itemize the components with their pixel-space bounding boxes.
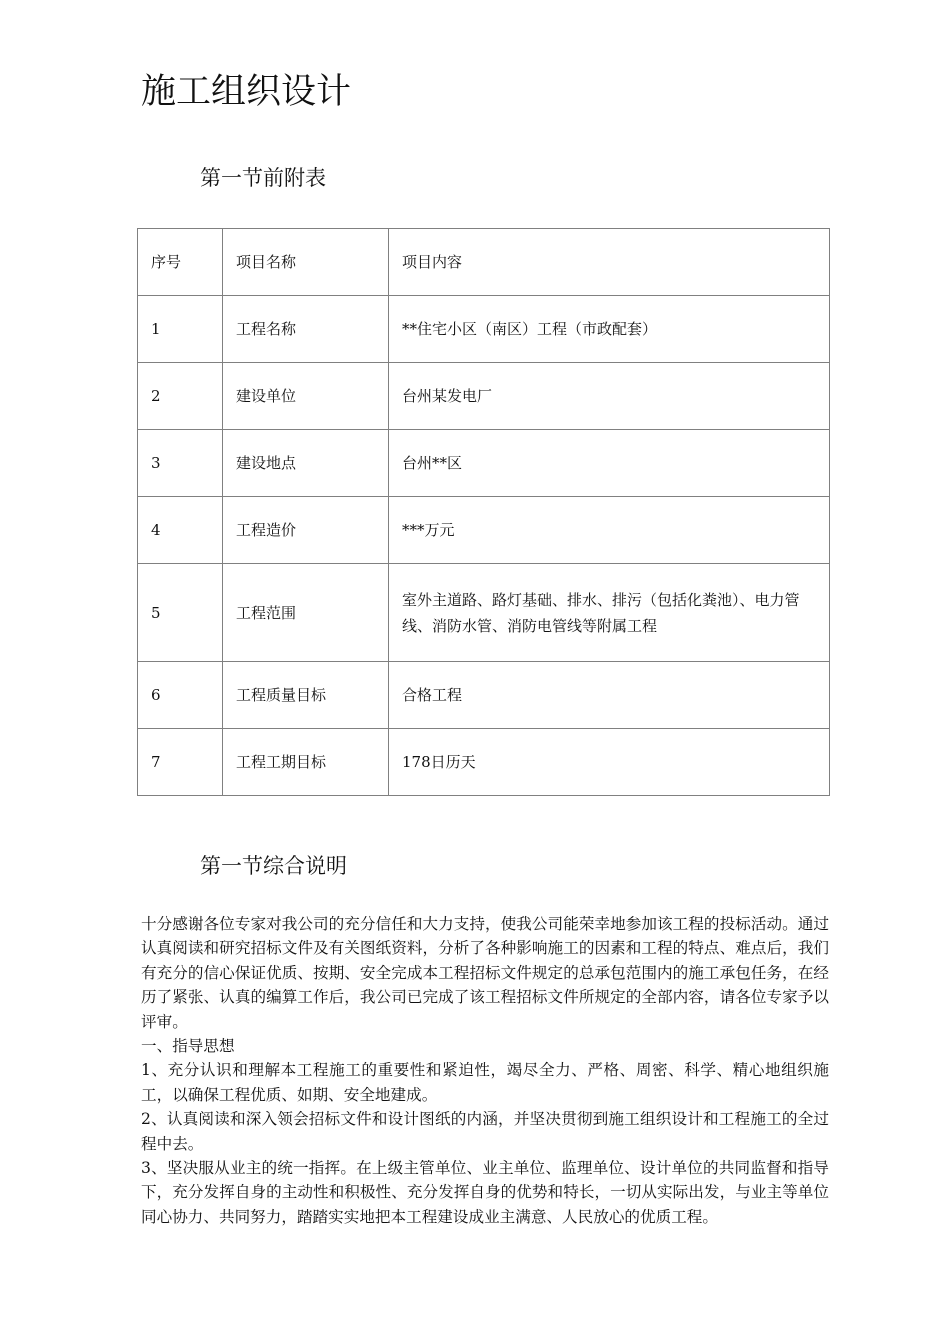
- table-row: [138, 430, 830, 497]
- intro-paragraph: 十分感谢各位专家对我公司的充分信任和大力支持，使我公司能荣幸地参加该工程的投标活动。通过认真阅读和研究招标文件及有关图纸资料，分析了各种影响施工的因素和工程的特点、难点后，我们有充分的信心保证优质、按期、安全完成本工程招标文件规定的总承包范围内的施工承包任务，在经历了紧张、认真的编算工作后，我公司已完成了该工程招标文件所规定的全部内容，请各位专家予以评审。: [141, 915, 829, 1031]
- row-item-content: **住宅小区（南区）工程（市政配套）: [389, 296, 830, 363]
- row-item-content: 178日历天: [389, 729, 830, 796]
- section-heading-general-description: 第一节综合说明: [200, 854, 347, 878]
- general-description-body: [141, 912, 829, 1229]
- row-item-content: ***万元: [389, 497, 830, 564]
- header-cell-item-content: 项目内容: [389, 229, 830, 296]
- row-item-content: 台州某发电厂: [389, 363, 830, 430]
- header-cell-item-name: 项目名称: [223, 229, 389, 296]
- table-row: [138, 363, 830, 430]
- row-item-content: 室外主道路、路灯基础、排水、排污（包括化粪池）、电力管线、消防水管、消防电管线等附属工程: [389, 564, 830, 662]
- row-item-name: 工程造价: [223, 497, 389, 564]
- row-item-name: 工程范围: [223, 564, 389, 662]
- row-item-name: 工程名称: [223, 296, 389, 363]
- row-index: 2: [138, 363, 223, 430]
- table-row: [138, 497, 830, 564]
- row-index: 5: [138, 564, 223, 662]
- subheading-guiding-ideology: 一、指导思想: [141, 1037, 235, 1056]
- table-row: [138, 662, 830, 729]
- row-index: 3: [138, 430, 223, 497]
- header-cell-index: 序号: [138, 229, 223, 296]
- row-index: 7: [138, 729, 223, 796]
- row-index: 4: [138, 497, 223, 564]
- project-info-table: [137, 228, 830, 796]
- table-row: [138, 296, 830, 363]
- row-index: 1: [138, 296, 223, 363]
- section-heading-attached-table: 第一节前附表: [200, 166, 326, 190]
- guideline-item-2: 2、认真阅读和深入领会招标文件和设计图纸的内涵，并坚决贯彻到施工组织设计和工程施工的全过程中去。: [141, 1110, 829, 1153]
- row-item-content: 合格工程: [389, 662, 830, 729]
- row-index: 6: [138, 662, 223, 729]
- row-item-content: 台州**区: [389, 430, 830, 497]
- table-row: [138, 564, 830, 662]
- table-row: [138, 729, 830, 796]
- document-title: 施工组织设计: [141, 72, 352, 112]
- row-item-name: 工程质量目标: [223, 662, 389, 729]
- guideline-item-1: 1、充分认识和理解本工程施工的重要性和紧迫性，竭尽全力、严格、周密、科学、精心地组织施工，以确保工程优质、如期、安全地建成。: [141, 1061, 829, 1104]
- row-item-name: 建设单位: [223, 363, 389, 430]
- row-item-name: 工程工期目标: [223, 729, 389, 796]
- row-item-name: 建设地点: [223, 430, 389, 497]
- guideline-item-3: 3、坚决服从业主的统一指挥。在上级主管单位、业主单位、监理单位、设计单位的共同监督和指导下，充分发挥自身的主动性和积极性、充分发挥自身的优势和特长，一切从实际出发，与业主等单位同心协力、共同努力，踏踏实实地把本工程建设成业主满意、人民放心的优质工程。: [141, 1159, 829, 1226]
- table-header-row: [138, 229, 830, 296]
